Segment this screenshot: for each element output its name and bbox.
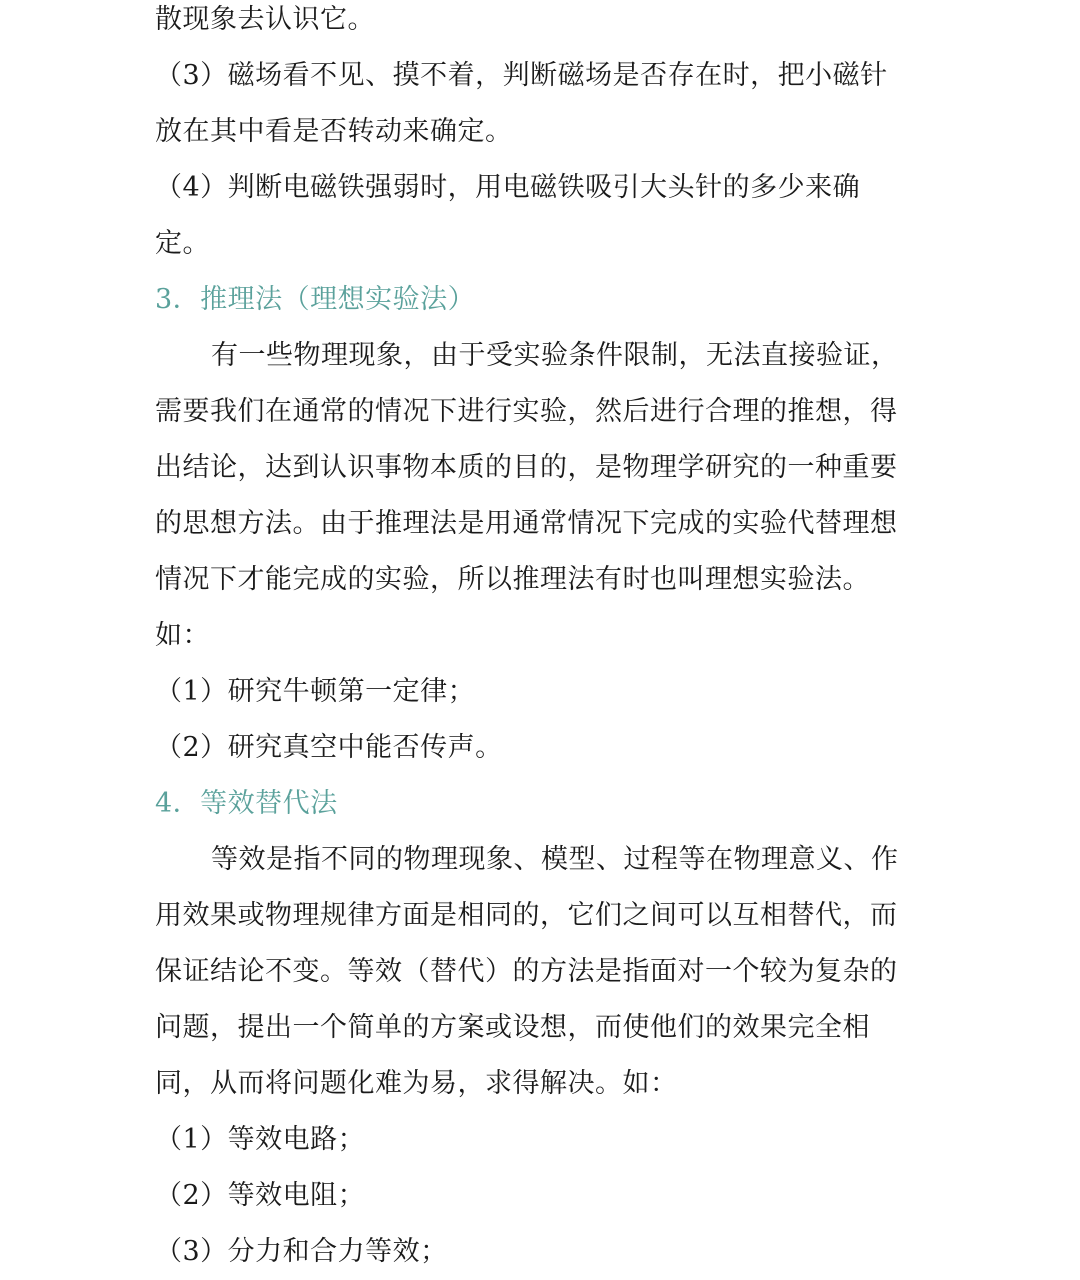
list-item: （1）研究牛顿第一定律； (155, 676, 476, 707)
body-line: 用效果或物理规律方面是相同的，它们之间可以互相替代，而 (155, 900, 898, 931)
list-item: （2）等效电阻； (155, 1180, 366, 1211)
paragraph-first-line: 等效是指不同的物理现象、模型、过程等在物理意义、作 (211, 844, 899, 875)
body-line: 定。 (155, 228, 210, 259)
paragraph-first-line: 有一些物理现象，由于受实验条件限制，无法直接验证， (211, 340, 899, 371)
body-line: 需要我们在通常的情况下进行实验，然后进行合理的推想，得 (155, 396, 898, 427)
list-item: （2）研究真空中能否传声。 (155, 732, 503, 763)
list-item: （3）分力和合力等效； (155, 1236, 448, 1267)
body-line: 情况下才能完成的实验，所以推理法有时也叫理想实验法。 (155, 564, 870, 595)
body-line: 问题，提出一个简单的方案或设想，而使他们的效果完全相 (155, 1012, 870, 1043)
body-line: 出结论，达到认识事物本质的目的，是物理学研究的一种重要 (155, 452, 898, 483)
list-item: （1）等效电路； (155, 1124, 366, 1155)
body-line: 放在其中看是否转动来确定。 (155, 116, 513, 147)
document-page (155, 0, 935, 1280)
section-heading: 4．等效替代法 (155, 788, 338, 819)
list-item: （3）磁场看不见、摸不着，判断磁场是否存在时，把小磁针 (155, 60, 888, 91)
body-line: 同，从而将问题化难为易，求得解决。如： (155, 1068, 678, 1099)
body-line: 保证结论不变。等效（替代）的方法是指面对一个较为复杂的 (155, 956, 898, 987)
list-item: （4）判断电磁铁强弱时，用电磁铁吸引大头针的多少来确 (155, 172, 861, 203)
body-line: 的思想方法。由于推理法是用通常情况下完成的实验代替理想 (155, 508, 898, 539)
body-line: 如： (155, 620, 210, 651)
body-line: 散现象去认识它。 (155, 4, 375, 35)
section-heading: 3．推理法（理想实验法） (155, 284, 476, 315)
